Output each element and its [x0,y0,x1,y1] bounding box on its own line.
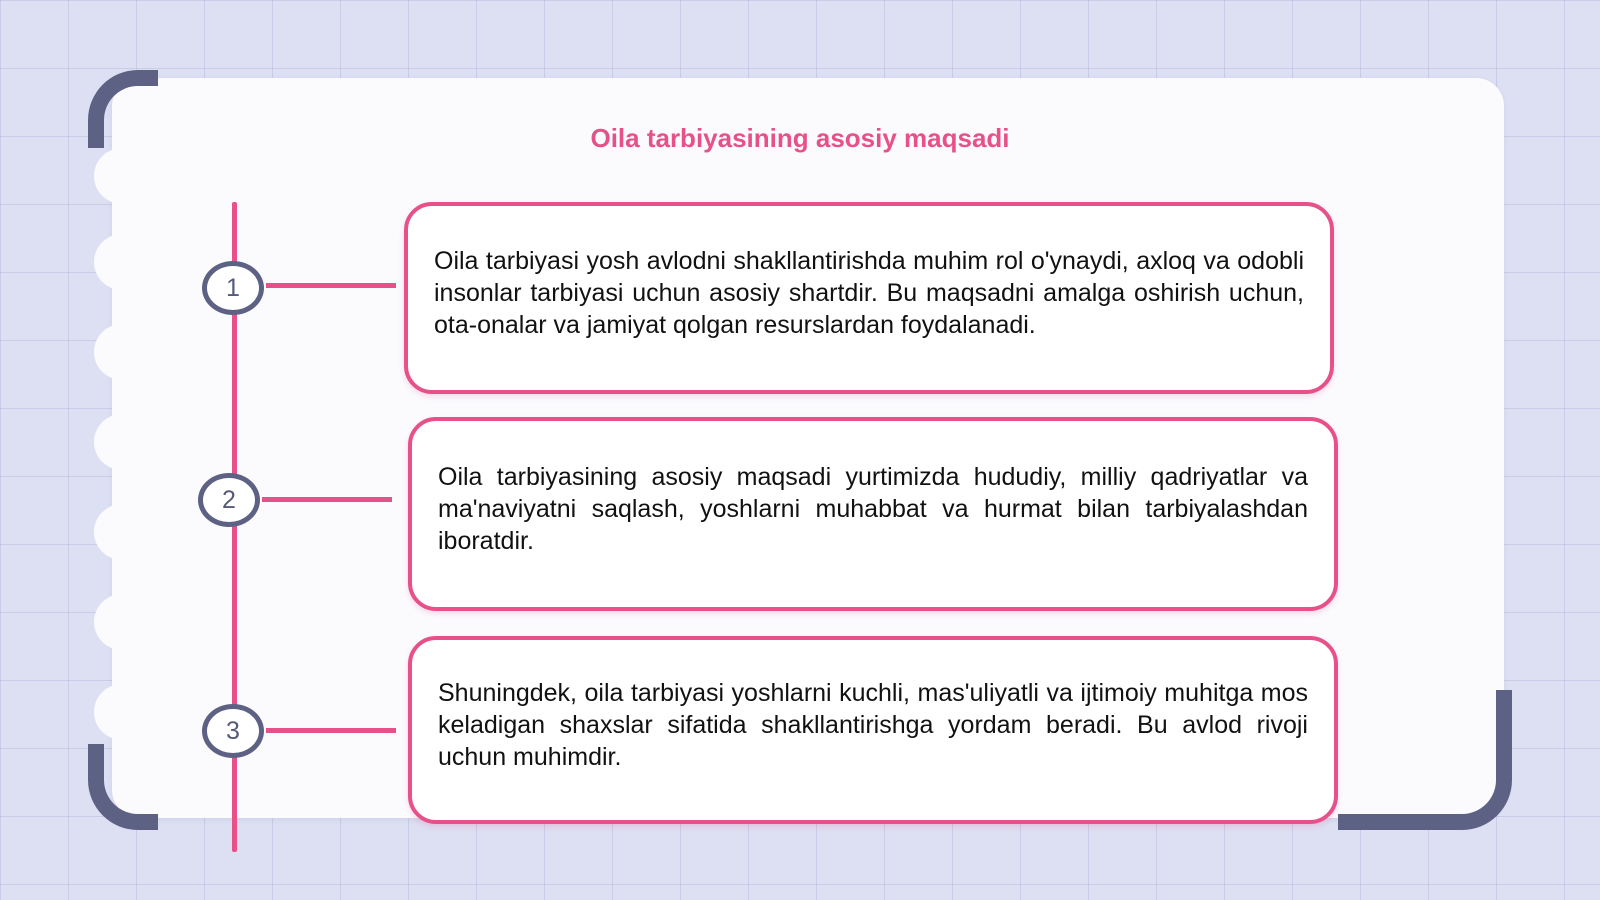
timeline-connector [266,283,396,288]
step-marker-3: 3 [202,704,264,758]
paper-scallop [94,324,126,380]
paper-scallop [94,684,126,740]
paper-scallop [94,504,126,560]
step-card-2 [408,417,1338,611]
timeline-connector [262,497,392,502]
step-marker-2: 2 [198,473,260,527]
paper-scallop [94,148,126,204]
step-text-1: Oila tarbiyasi yosh avlodni shakllantirishda muhim rol o'ynaydi, axloq va odobli insonlar tarbiyasi uchun asosiy shartdir. Bu maqsadni amalga oshirish uchun, ota-onalar va jamiyat qolgan resurslardan foydalanadi. [434,247,1304,339]
paper-scallop [94,414,126,470]
paper-scallop [94,594,126,650]
step-card-3 [408,636,1338,824]
step-marker-1: 1 [202,261,264,315]
step-text-2: Oila tarbiyasining asosiy maqsadi yurtimizda hududiy, milliy qadriyatlar va ma'naviyatni saqlash, yoshlarni muhabbat va hurmat bilan tarbiyalashdan iboratdir. [438,463,1308,555]
paper-scallop [94,234,126,290]
corner-bracket-bottom-left [88,744,158,830]
step-text-3: Shuningdek, oila tarbiyasi yoshlarni kuchli, mas'uliyatli va ijtimoiy muhitga mos keladigan shaxslar sifatida shakllantirishga yordam beradi. Bu avlod rivoji uchun muhimdir. [438,679,1308,771]
corner-bracket-bottom-right [1338,690,1512,830]
slide-title: Oila tarbiyasining asosiy maqsadi [590,123,1010,153]
step-card-1 [404,202,1334,394]
timeline-connector [266,728,396,733]
